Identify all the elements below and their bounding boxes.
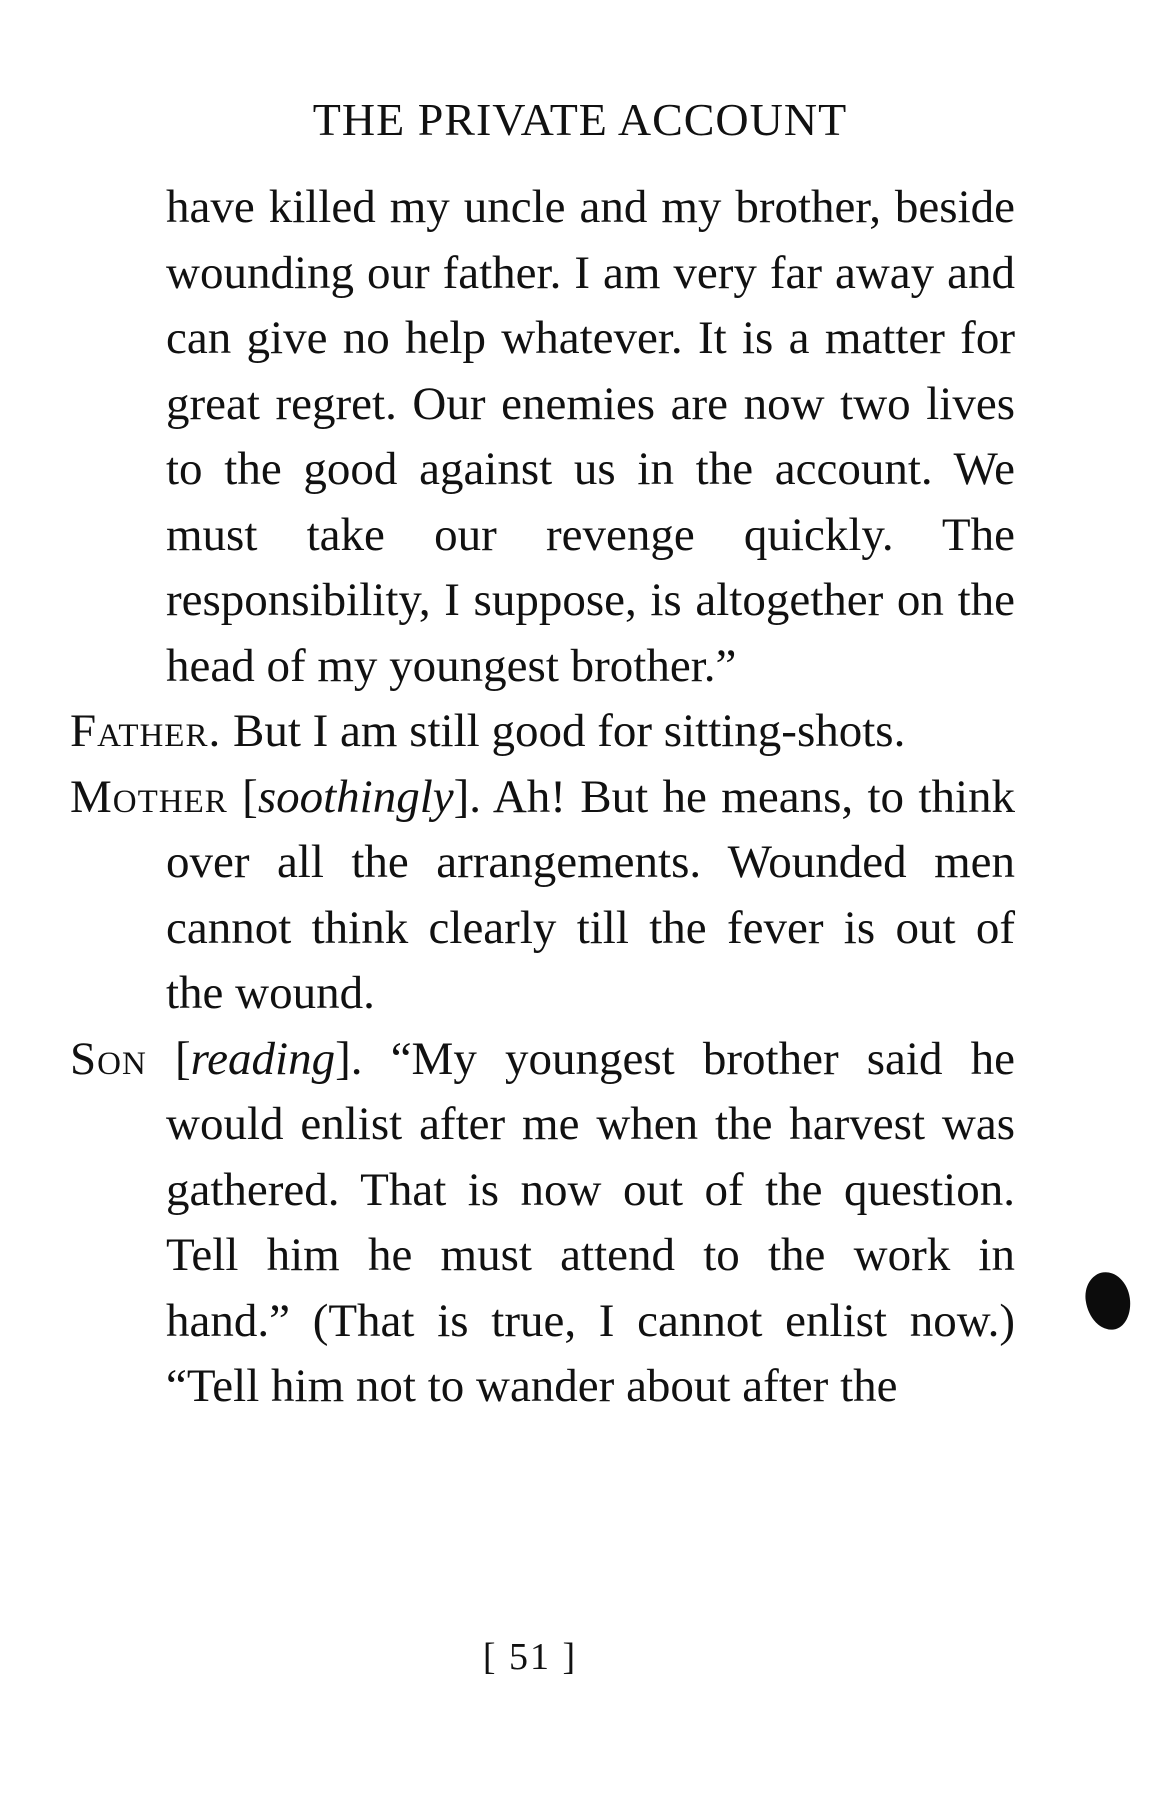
speech-text: But I am still good for sitting-shots. xyxy=(232,705,906,757)
speech-son: Son [reading]. “My youngest brother said he would enlist after me when the harvest was gathered. That is now out of the question. Tell him he must attend to the work in hand.” (That is true, I cannot enlist now.) “Tell him not to wander about after the xyxy=(70,1032,1016,1412)
speech-text: Ah! But he means, to think over all the arrangements. Wounded men cannot think clearly till the fever is out of the wound. xyxy=(166,770,1016,1019)
speaker-name: Father. xyxy=(70,705,222,757)
page-number: [ 51 ] xyxy=(482,1636,578,1678)
speaker-name: Son xyxy=(70,1032,147,1085)
stage-direction: soothingly xyxy=(257,770,454,823)
stage-direction: reading xyxy=(190,1032,336,1085)
running-head: THE PRIVATE ACCOUNT xyxy=(312,94,848,145)
speaker-name: Mother xyxy=(70,770,228,823)
text-body xyxy=(70,175,1015,1420)
continued-passage: have killed my uncle and my brother, beside wounding our father. I am very far away and can give no help whatever. It is a matter for great regret. Our enemies are now two lives to the good against us in the account. We must take our revenge quickly. The responsibility, I suppose, is altogether on the head of my youngest brother.” xyxy=(166,181,1015,692)
speech-text: “My youngest brother said he would enlist after me when the harvest was gathered. That is now out of the question. Tell him he must attend to the work in hand.” (That is true, I cannot enlist now.) “Tell him not to wander about after the xyxy=(166,1032,1016,1412)
speech-father xyxy=(70,699,1015,765)
ink-blot xyxy=(1082,1269,1134,1333)
speech-mother: Mother [soothingly]. Ah! But he means, to think over all the arrangements. Wounded men cannot think clearly till the fever is out of the wound. xyxy=(70,770,1016,1019)
